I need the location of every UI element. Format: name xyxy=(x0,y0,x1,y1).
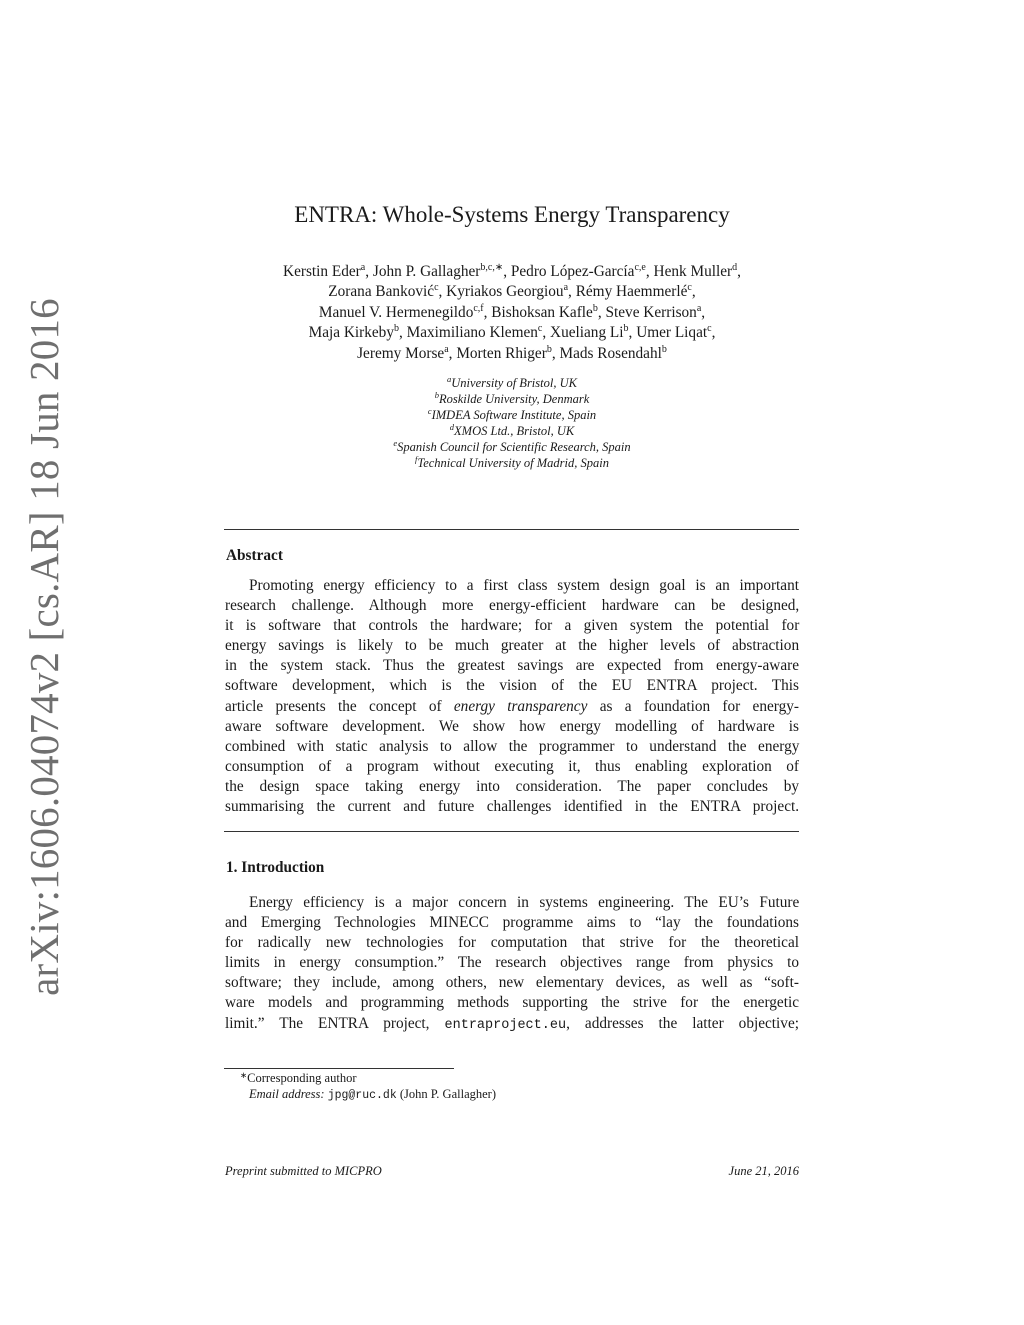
arxiv-id: arXiv:1606.04074v2 [cs.AR] 18 Jun 2016 xyxy=(21,298,67,996)
affiliation-item xyxy=(0,407,1024,423)
author-name: Rémy Haemmerlé xyxy=(575,283,688,301)
project-url-link[interactable]: entraproject.eu xyxy=(444,1017,567,1033)
author-name: John P. Gallagher xyxy=(372,263,481,280)
author-name: Maja Kirkeby xyxy=(308,324,394,342)
abstract-top-rule xyxy=(224,529,799,530)
intro-line: for radically new technologies for computation that strive for the theoretical xyxy=(225,934,799,952)
author-affiliation-mark: c xyxy=(707,323,712,335)
author-name: Pedro López-García xyxy=(510,263,635,280)
affiliation-item xyxy=(0,455,1024,471)
abstract-heading: Abstract xyxy=(226,547,283,564)
email-link[interactable]: jpg@ruc.dk xyxy=(327,1088,397,1102)
author-name: Kerstin Eder xyxy=(283,263,361,280)
author-name: Bishoksan Kafle xyxy=(491,303,593,321)
affiliation-text: University of Bristol, UK xyxy=(451,376,577,390)
intro-line: software; they include, among others, new elementary devices, as well as “soft- xyxy=(225,974,799,992)
affiliation-item xyxy=(0,439,1024,455)
abstract-body xyxy=(225,576,799,817)
author-affiliation-mark: b xyxy=(592,302,598,314)
author-affiliation-mark: c,e xyxy=(634,262,646,273)
affiliation-mark: b xyxy=(434,390,439,400)
author-name: Umer Liqat xyxy=(636,324,708,342)
affiliation-text: Spanish Council for Scientific Research, Spain xyxy=(397,440,631,454)
author-affiliation-mark: a xyxy=(444,343,449,355)
author-name: Kyriakos Georgiou xyxy=(446,283,564,301)
abstract-line: summarising the current and future challenges identified in the ENTRA project. xyxy=(225,798,800,816)
author-name: Morten Rhiger xyxy=(456,344,547,362)
author-line: Zorana Banković$^c$, Kyriakos Georgiou$^a$, Rémy Haemmerlé$^c$, xyxy=(328,282,696,301)
author-affiliation-mark: a xyxy=(360,262,366,273)
abstract-line: in the system stack. Thus the greatest savings are expected from energy-aware xyxy=(225,657,799,675)
affiliation-text: Roskilde University, Denmark xyxy=(438,392,590,406)
author-name: Manuel V. Hermenegildo xyxy=(318,303,474,321)
email-label: Email address: xyxy=(249,1086,325,1101)
author-affiliation-mark: a xyxy=(563,282,569,294)
intro-line: ware models and programming methods supporting the strive for the energetic xyxy=(225,994,799,1012)
author-name: Henk Muller xyxy=(653,263,733,280)
affiliation-mark: f xyxy=(415,454,418,464)
intro-line: limit.” The ENTRA project, entraproject.eu, addresses the latter objective; xyxy=(225,1014,799,1033)
abstract-line: energy savings is likely to be much greater at the higher levels of abstraction xyxy=(225,637,800,655)
affiliation-mark: d xyxy=(449,422,455,432)
emphasis-energy-transparency: energy transparency xyxy=(453,697,588,715)
author-affiliation-mark: c xyxy=(687,282,692,294)
intro-line: and Emerging Technologies MINECC programme aims to “lay the foundations xyxy=(225,914,799,932)
corresponding-author-note: Corresponding author xyxy=(247,1071,357,1085)
author-name: Maximiliano Klemen xyxy=(406,324,538,342)
affiliation-item xyxy=(0,375,1024,391)
author-affiliation-mark: c,f xyxy=(473,302,484,314)
author-name: Steve Kerrison xyxy=(605,303,697,321)
affiliation-text: XMOS Ltd., Bristol, UK xyxy=(454,424,575,438)
email-owner: (John P. Gallagher) xyxy=(396,1086,497,1101)
affiliation-item xyxy=(0,391,1024,407)
affiliation-list xyxy=(0,375,1024,471)
author-affiliation-mark: c xyxy=(537,323,543,335)
author-affiliation-mark: b xyxy=(546,343,552,355)
footnote xyxy=(240,1071,496,1103)
author-name: Xueliang Li xyxy=(550,324,624,342)
intro-line: limits in energy consumption.” The research objectives range from physics to xyxy=(225,954,799,972)
footnote-mark: ∗ xyxy=(240,1070,248,1080)
abstract-bottom-rule xyxy=(224,831,799,832)
affiliation-mark: e xyxy=(393,438,398,448)
author-line: Maja Kirkeby$^b$, Maximiliano Klemen$^c$, Xueliang Li$^b$, Umer Liqat$^c$, xyxy=(308,323,716,342)
author-name: Zorana Banković xyxy=(328,283,435,301)
affiliation-text: Technical University of Madrid, Spain xyxy=(417,456,609,470)
author-list xyxy=(0,262,1024,364)
abstract-line: Promoting energy efficiency to a first class system design goal is an important xyxy=(249,577,799,594)
author-name: Mads Rosendahl xyxy=(559,344,662,362)
author-affiliation-mark: a xyxy=(696,302,702,314)
abstract-line: the design space taking energy into consideration. The paper concludes by xyxy=(225,777,799,795)
author-affiliation-mark: b xyxy=(623,323,629,335)
author-affiliation-mark: c xyxy=(434,282,439,294)
abstract-line: consumption of a program without executing it, thus enabling exploration of xyxy=(225,757,799,775)
affiliation-item xyxy=(0,423,1024,439)
footnote-rule xyxy=(224,1068,454,1069)
author-affiliation-mark: b xyxy=(661,343,667,355)
author-name: Jeremy Morse xyxy=(357,344,445,362)
affiliation-text: IMDEA Software Institute, Spain xyxy=(431,408,597,422)
section-heading-introduction: 1. Introduction xyxy=(226,859,325,876)
intro-line: Energy efficiency is a major concern in systems engineering. The EU’s Future xyxy=(249,894,800,911)
author-line: Jeremy Morse$^a$, Morten Rhiger$^b$, Mads Rosendahl$^b$ xyxy=(357,343,667,362)
abstract-line: aware software development. We show how energy modelling of hardware is xyxy=(225,717,799,735)
author-affiliation-mark: b xyxy=(393,323,399,335)
abstract-line: article presents the concept of energy transparency as a foundation for energy- xyxy=(225,697,799,715)
preprint-note: Preprint submitted to MICPRO xyxy=(225,1164,382,1178)
author-affiliation-mark: d xyxy=(732,262,738,273)
abstract-line: research challenge. Although more energy-efficient hardware can be designed, xyxy=(225,597,800,615)
affiliation-mark: c xyxy=(427,406,432,416)
paper-title: ENTRA: Whole-Systems Energy Transparency xyxy=(294,202,730,227)
affiliation-mark: a xyxy=(447,374,452,384)
introduction-body xyxy=(225,893,799,1036)
author-line: Manuel V. Hermenegildo$^{c,f}$, Bishoksan Kafle$^b$, Steve Kerrison$^a$, xyxy=(318,302,706,321)
preprint-date: June 21, 2016 xyxy=(728,1164,799,1178)
author-line: Kerstin Eder$^a$, John P. Gallagher$^{b,c,∗}$, Pedro López-García$^{c,e}$, Henk Muller$^d$, xyxy=(283,262,741,280)
abstract-line: combined with static analysis to allow the programmer to understand the energy xyxy=(225,737,800,755)
abstract-line: software development, which is the vision of the EU ENTRA project. This xyxy=(225,677,799,695)
author-affiliation-mark: b,c,∗ xyxy=(480,262,504,273)
abstract-line: it is software that controls the hardware; for a given system the potential for xyxy=(225,617,800,635)
